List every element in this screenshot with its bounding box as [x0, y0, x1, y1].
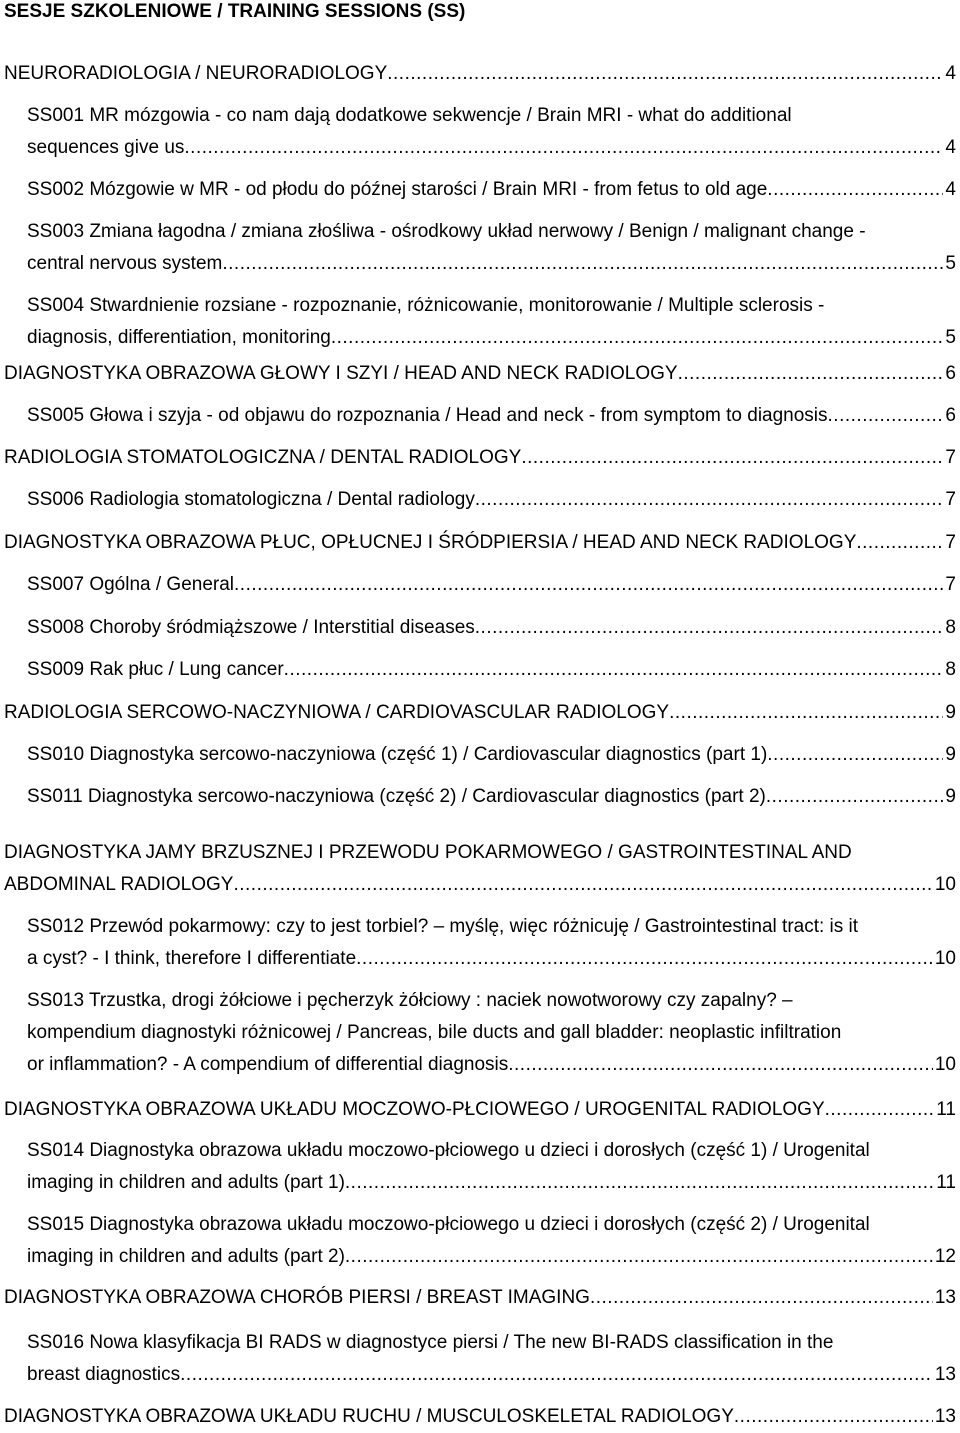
toc-page-number: 10: [934, 874, 956, 895]
toc-page-number: 5: [945, 327, 956, 348]
toc-page-number: 9: [945, 744, 956, 765]
toc-session-entry[interactable]: [27, 654, 956, 686]
toc-leader-dots: [284, 654, 944, 686]
toc-session-entry[interactable]: [27, 100, 956, 164]
toc-entry-line: [27, 911, 956, 943]
toc-page-number: 5: [945, 253, 956, 274]
toc-session-entry[interactable]: [27, 1327, 956, 1391]
toc-entry-text: DIAGNOSTYKA OBRAZOWA UKŁADU MOCZOWO-PŁCIOWEGO / UROGENITAL RADIOLOGY: [4, 1099, 825, 1120]
toc-session-entry[interactable]: [27, 484, 956, 516]
toc-chapter-entry[interactable]: [4, 697, 956, 729]
toc-page-number: 7: [945, 489, 956, 510]
toc-entry-line: [27, 781, 956, 813]
toc-entry-text: kompendium diagnostyki różnicowej / Pancreas, bile ducts and gall bladder: neoplastic infiltration: [27, 1022, 842, 1043]
toc-chapter-entry[interactable]: [4, 358, 956, 390]
toc-chapter-entry[interactable]: [4, 1094, 956, 1126]
toc-leader-dots: [678, 358, 944, 390]
toc-entry-line: [27, 216, 956, 248]
toc-entry-text: DIAGNOSTYKA OBRAZOWA CHORÓB PIERSI / BREAST IMAGING: [4, 1287, 590, 1308]
toc-entry-text: SS004 Stwardnienie rozsiane - rozpoznanie, różnicowanie, monitorowanie / Multiple sclerosis -: [27, 295, 825, 316]
toc-entry-line: [27, 100, 956, 132]
toc-entry-text: diagnosis, differentiation, monitoring: [27, 327, 331, 348]
toc-leader-dots: [669, 697, 943, 729]
toc-leader-dots: [521, 442, 943, 474]
toc-entry-line: [27, 400, 956, 432]
toc-page-number: 13: [934, 1287, 956, 1308]
toc-chapter-entry[interactable]: [4, 442, 956, 474]
toc-chapter-entry[interactable]: [4, 58, 956, 90]
toc-entry-text: SS011 Diagnostyka sercowo-naczyniowa (część 2) / Cardiovascular diagnostics (part 2): [27, 786, 766, 807]
toc-entry-text: DIAGNOSTYKA OBRAZOWA UKŁADU RUCHU / MUSCULOSKELETAL RADIOLOGY: [4, 1406, 734, 1427]
toc-leader-dots: [180, 1359, 933, 1391]
toc-leader-dots: [828, 400, 944, 432]
toc-leader-dots: [233, 869, 932, 901]
toc-entry-text: NEURORADIOLOGIA / NEURORADIOLOGY: [4, 63, 388, 84]
toc-page-number: 10: [934, 948, 956, 969]
toc-page-number: 8: [945, 659, 956, 680]
toc-leader-dots: [825, 1094, 935, 1126]
toc-leader-dots: [856, 527, 943, 559]
toc-entry-line: [27, 174, 956, 206]
toc-entry-line: [27, 1167, 956, 1199]
toc-entry-text: RADIOLOGIA SERCOWO-NACZYNIOWA / CARDIOVASCULAR RADIOLOGY: [4, 702, 670, 723]
toc-entry-line: [4, 837, 956, 869]
toc-chapter-entry[interactable]: [4, 1401, 956, 1433]
toc-entry-text: SS002 Mózgowie w MR - od płodu do późnej starości / Brain MRI - from fetus to old age: [27, 179, 768, 200]
toc-page-number: 11: [936, 1099, 956, 1120]
toc-title: SESJE SZKOLENIOWE / TRAINING SESSIONS (SS): [4, 1, 466, 22]
toc-entry-text: a cyst? - I think, therefore I differentiate: [27, 948, 357, 969]
toc-entry-text: imaging in children and adults (part 1): [27, 1172, 345, 1193]
toc-chapter-entry[interactable]: [4, 837, 956, 901]
toc-page-number: 8: [945, 617, 956, 638]
toc-page-number: 4: [945, 137, 956, 158]
toc-entry-line: [27, 1049, 956, 1081]
toc-leader-dots: [590, 1282, 933, 1314]
toc-entry-line: [27, 1359, 956, 1391]
toc-page-number: 11: [936, 1172, 956, 1193]
toc-page-number: 12: [934, 1246, 956, 1267]
toc-leader-dots: [387, 58, 943, 90]
toc-session-entry[interactable]: [27, 290, 956, 354]
toc-leader-dots: [356, 943, 933, 975]
toc-session-entry[interactable]: [27, 569, 956, 601]
toc-entry-text: SS003 Zmiana łagodna / zmiana złośliwa - ośrodkowy układ nerwowy / Benign / malignant change -: [27, 221, 866, 242]
toc-entry-line: [27, 1135, 956, 1167]
toc-entry-line: [27, 943, 956, 975]
toc-entry-line: [4, 358, 956, 390]
toc-leader-dots: [234, 569, 943, 601]
toc-leader-dots: [331, 322, 944, 354]
toc-leader-dots: [345, 1167, 934, 1199]
toc-entry-line: [27, 248, 956, 280]
toc-session-entry[interactable]: [27, 174, 956, 206]
toc-entry-line: [4, 1401, 956, 1433]
toc-entry-text: SS014 Diagnostyka obrazowa układu moczowo-płciowego u dzieci i dorosłych (część 1) / Urogenital: [27, 1140, 870, 1161]
toc-page-number: 10: [934, 1054, 956, 1075]
toc-session-entry[interactable]: [27, 911, 956, 975]
toc-entry-line: [27, 1241, 956, 1273]
toc-entry-text: SS013 Trzustka, drogi żółciowe i pęcherzyk żółciowy : naciek nowotworowy czy zapalny? –: [27, 990, 793, 1011]
toc-leader-dots: [734, 1401, 933, 1433]
toc-entry-text: SS010 Diagnostyka sercowo-naczyniowa (część 1) / Cardiovascular diagnostics (part 1): [27, 744, 768, 765]
toc-entry-line: [4, 527, 956, 559]
toc-leader-dots: [345, 1241, 933, 1273]
toc-session-entry[interactable]: [27, 1209, 956, 1273]
toc-entry-line: [4, 58, 956, 90]
toc-session-entry[interactable]: [27, 612, 956, 644]
toc-entry-line: [27, 654, 956, 686]
toc-session-entry[interactable]: [27, 985, 956, 1081]
toc-entry-text: SS015 Diagnostyka obrazowa układu moczowo-płciowego u dzieci i dorosłych (część 2) / Urogenital: [27, 1214, 870, 1235]
toc-leader-dots: [766, 781, 944, 813]
toc-page-number: 9: [945, 702, 956, 723]
toc-entry-text: RADIOLOGIA STOMATOLOGICZNA / DENTAL RADIOLOGY: [4, 447, 522, 468]
toc-session-entry[interactable]: [27, 216, 956, 280]
toc-entry-line: [27, 322, 956, 354]
toc-entry-text: SS006 Radiologia stomatologiczna / Dental radiology: [27, 489, 475, 510]
toc-page-number: 13: [934, 1406, 956, 1427]
toc-entry-line: [4, 697, 956, 729]
toc-entry-text: or inflammation? - A compendium of differential diagnosis: [27, 1054, 509, 1075]
toc-leader-dots: [184, 132, 943, 164]
toc-leader-dots: [475, 484, 944, 516]
toc-entry-text: SS012 Przewód pokarmowy: czy to jest torbiel? – myślę, więc różnicuję / Gastrointestinal tract: is it: [27, 916, 859, 937]
toc-entry-line: [4, 442, 956, 474]
toc-session-entry[interactable]: [27, 739, 956, 771]
toc-entry-line: [27, 290, 956, 322]
toc-entry-line: [27, 1017, 956, 1049]
toc-page-number: 7: [945, 574, 956, 595]
toc-page-number: 6: [945, 405, 956, 426]
toc-leader-dots: [222, 248, 943, 280]
toc-entry-text: DIAGNOSTYKA OBRAZOWA PŁUC, OPŁUCNEJ I ŚRÓDPIERSIA / HEAD AND NECK RADIOLOGY: [4, 532, 857, 553]
toc-entry-line: [27, 739, 956, 771]
toc-entry-text: sequences give us: [27, 137, 185, 158]
toc-page-number: 9: [945, 786, 956, 807]
toc-entry-line: [27, 1327, 956, 1359]
toc-entry-text: SS008 Choroby śródmiąższowe / Interstitial diseases: [27, 617, 475, 638]
toc-page-number: 4: [945, 179, 956, 200]
toc-entry-text: SS005 Głowa i szyja - od objawu do rozpoznania / Head and neck - from symptom to diagnosis: [27, 405, 828, 426]
toc-page-number: 7: [945, 532, 956, 553]
toc-page-number: 4: [945, 63, 956, 84]
toc-entry-text: SS016 Nowa klasyfikacja BI RADS w diagnostyce piersi / The new BI-RADS classification in the: [27, 1332, 834, 1353]
toc-leader-dots: [475, 612, 944, 644]
toc-page-number: 13: [934, 1364, 956, 1385]
toc-session-entry[interactable]: [27, 1135, 956, 1199]
toc-page-number: 6: [945, 363, 956, 384]
toc-chapter-entry[interactable]: [4, 527, 956, 559]
toc-entry-line: [4, 1094, 956, 1126]
toc-session-entry[interactable]: [27, 781, 956, 813]
toc-entry-text: SS007 Ogólna / General: [27, 574, 235, 595]
toc-chapter-entry[interactable]: [4, 1282, 956, 1314]
toc-entry-line: [27, 612, 956, 644]
toc-leader-dots: [767, 174, 943, 206]
toc-entry-line: [27, 985, 956, 1017]
toc-entry-line: [27, 1209, 956, 1241]
toc-entry-text: DIAGNOSTYKA OBRAZOWA GŁOWY I SZYI / HEAD AND NECK RADIOLOGY: [4, 363, 678, 384]
toc-page-number: 7: [945, 447, 956, 468]
toc-entry-text: ABDOMINAL RADIOLOGY: [4, 874, 234, 895]
toc-entry-line: [27, 569, 956, 601]
toc-entry-text: breast diagnostics: [27, 1364, 181, 1385]
toc-entry-text: imaging in children and adults (part 2): [27, 1246, 345, 1267]
toc-entry-text: SS001 MR mózgowia - co nam dają dodatkowe sekwencje / Brain MRI - what do additional: [27, 105, 792, 126]
toc-session-entry[interactable]: [27, 400, 956, 432]
toc-entry-line: [27, 132, 956, 164]
toc-leader-dots: [767, 739, 943, 771]
toc-entry-line: [4, 1282, 956, 1314]
toc-entry-text: DIAGNOSTYKA JAMY BRZUSZNEJ I PRZEWODU POKARMOWEGO / GASTROINTESTINAL AND: [4, 842, 852, 863]
toc-leader-dots: [508, 1049, 933, 1081]
toc-entry-line: [27, 484, 956, 516]
toc-entry-line: [4, 869, 956, 901]
toc-entry-text: SS009 Rak płuc / Lung cancer: [27, 659, 284, 680]
toc-entry-text: central nervous system: [27, 253, 223, 274]
